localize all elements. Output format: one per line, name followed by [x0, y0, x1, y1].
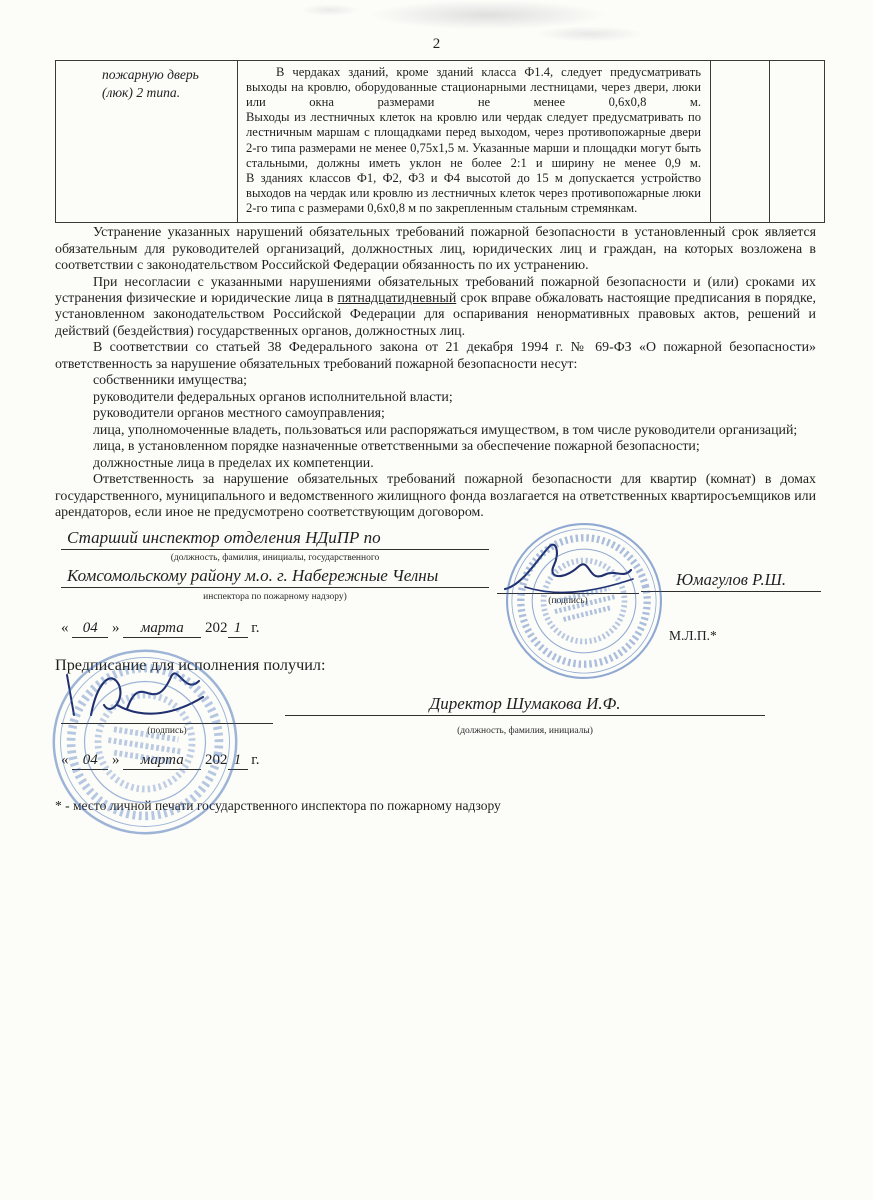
recipient-name-caption: (должность, фамилия, инициалы) — [457, 725, 593, 736]
inspector-name: Юмагулов Р.Ш. — [641, 570, 821, 592]
position-caption-line2: инспектора по пожарному надзору) — [203, 591, 347, 602]
quote-close: » — [112, 751, 120, 768]
date-year-prefix: 202 — [205, 619, 228, 636]
table-row — [56, 61, 825, 223]
inspector-position-line2: Комсомольскому району м.о. г. Набережные Челны — [61, 566, 489, 588]
empty-cell — [711, 61, 770, 223]
violation-item-cell — [56, 61, 238, 223]
requirement-paragraph: Выходы из лестничных клеток на кровлю или чердак следует предусматривать по лестничным маршам с площадками перед выходом, через противопожарные двери 2-го типа размерами не менее 0,75х1,5 м. Указанные марши и площадки могут быть стальными, должны иметь уклон не более 2:1 и ширину не менее 0,9 м. — [246, 110, 701, 170]
violations-table — [55, 60, 825, 223]
page-number: 2 — [432, 36, 441, 52]
quote-open: « — [61, 751, 69, 768]
recipient-signature-caption: (подпись) — [147, 725, 187, 736]
inspector-signature — [497, 539, 637, 601]
receipt-date — [61, 752, 259, 770]
paragraph-law-reference: В соответствии со статьей 38 Федерального закона от 21 декабря 1994 г. № 69-ФЗ «О пожарной безопасности» ответственность за нарушение обязательных требований пожарной безопасности несут: — [55, 340, 816, 372]
responsible-list-item: руководители органов местного самоуправления; — [93, 406, 385, 422]
paragraph-appeal — [55, 275, 816, 341]
requirement-paragraph: В зданиях классов Ф1, Ф2, Ф3 и Ф4 высотой до 15 м допускается устройство выходов на чердак или кровлю из лестничных клеток через противопожарные люки 2-го типа с размерами 0,6х0,8 м по закрепленным стальным стремянкам. — [246, 170, 701, 215]
recipient-signature — [61, 663, 251, 733]
responsible-list-item: собственники имущества; — [93, 373, 248, 389]
responsible-list-item: должностные лица в пределах их компетенции. — [93, 455, 374, 471]
scan-artifact — [300, 4, 360, 16]
date-day: 04 — [72, 752, 108, 770]
violation-item-text: пожарную дверь (люк) 2 типа. — [102, 67, 199, 100]
date-year-prefix: 202 — [205, 751, 228, 768]
responsible-list-item: руководители федеральных органов исполнительной власти; — [93, 389, 453, 405]
quote-open: « — [61, 619, 69, 636]
inspector-signature-caption: (подпись) — [548, 595, 588, 606]
date-year-digit: 1 — [228, 752, 248, 770]
requirement-paragraph: В чердаках зданий, кроме зданий класса Ф1.4, следует предусматривать выходы на кровлю, оборудованные стационарными лестницами, через двери, люки или окна размерами не менее 0,6х0,8 м. — [246, 65, 701, 110]
inspector-position-line1: Старший инспектор отделения НДиПР по — [61, 528, 489, 550]
quote-close: » — [112, 619, 120, 636]
signing-section — [55, 528, 825, 848]
empty-cell — [770, 61, 825, 223]
date-month: марта — [123, 752, 201, 770]
footnote: * - место личной печати государственного инспектора по пожарному надзору — [55, 797, 501, 813]
personal-seal-note: М.Л.П.* — [669, 627, 717, 643]
responsible-list-item: лица, уполномоченные владеть, пользоваться или распоряжаться имуществом, в том числе руководители организаций; — [93, 422, 798, 438]
paragraph-appeal-after: срок вправе обжаловать настоящие предписания в порядке, установленном законодательством Российской Федерации для оспаривания ненормативных правовых актов, решений и действий (бездействия) государственных органов, должностных лиц. — [55, 290, 816, 339]
position-caption-line1: (должность, фамилия, инициалы, государственного — [170, 552, 380, 563]
date-year-digit: 1 — [228, 620, 248, 638]
scan-artifact — [368, 0, 608, 30]
inspection-date — [61, 620, 259, 638]
received-label: Предписание для исполнения получил: — [55, 655, 326, 674]
recipient-name: Директор Шумакова И.Ф. — [285, 694, 765, 716]
paragraph-apartments-responsibility: Ответственность за нарушение обязательных требований пожарной безопасности для квартир (комнат) в домах государственного, муниципального и ведомственного жилищного фонда возлагается на ответственных квартиросъемщиков или арендаторов, если иное не предусмотрено соответствующим договором. — [55, 472, 816, 521]
body-text — [55, 225, 816, 521]
underlined-term-fifteen-days: пятнадцатидневный — [337, 290, 457, 306]
date-suffix: г. — [251, 619, 260, 636]
requirement-cell — [238, 61, 711, 223]
responsible-list-item: лица, в установленном порядке назначенные ответственными за обеспечение пожарной безопасности; — [93, 439, 700, 455]
inspector-signature-line — [497, 542, 639, 594]
date-day: 04 — [72, 620, 108, 638]
paragraph-elimination: Устранение указанных нарушений обязательных требований пожарной безопасности в установленный срок является обязательным для руководителей организаций, должностных лиц, юридических лиц и граждан, на которых возложена в соответствии с законодательством Российской Федерации обязанность по их устранению. — [55, 225, 816, 274]
date-month: марта — [123, 620, 201, 638]
paragraph-appeal-before: При несогласии с указанными нарушениями обязательных требований пожарной безопасности и (или) сроками их устранения физические и юридические лица в — [55, 274, 816, 306]
recipient-signature-line — [61, 670, 273, 724]
date-suffix: г. — [251, 751, 260, 768]
